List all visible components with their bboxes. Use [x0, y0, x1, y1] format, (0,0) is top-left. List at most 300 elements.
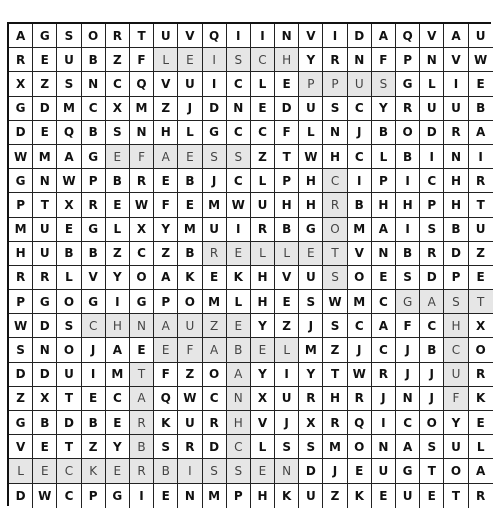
- grid-cell[interactable]: R: [9, 48, 33, 72]
- grid-cell[interactable]: T: [33, 193, 57, 217]
- grid-cell[interactable]: R: [130, 459, 154, 483]
- grid-cell[interactable]: E: [178, 145, 202, 169]
- grid-cell[interactable]: I: [348, 169, 372, 193]
- grid-cell[interactable]: S: [203, 145, 227, 169]
- grid-cell[interactable]: G: [396, 459, 420, 483]
- grid-cell[interactable]: L: [420, 72, 444, 96]
- grid-cell[interactable]: R: [323, 411, 347, 435]
- grid-cell[interactable]: G: [82, 218, 106, 242]
- grid-cell[interactable]: Y: [444, 411, 468, 435]
- grid-cell[interactable]: H: [323, 145, 347, 169]
- grid-cell[interactable]: E: [251, 97, 275, 121]
- grid-cell[interactable]: M: [203, 193, 227, 217]
- grid-cell[interactable]: A: [106, 338, 130, 362]
- grid-cell[interactable]: A: [9, 24, 33, 48]
- grid-cell[interactable]: B: [469, 97, 493, 121]
- grid-cell[interactable]: X: [33, 387, 57, 411]
- grid-cell[interactable]: D: [33, 363, 57, 387]
- grid-cell[interactable]: C: [227, 435, 251, 459]
- grid-cell[interactable]: Z: [33, 72, 57, 96]
- grid-cell[interactable]: E: [57, 218, 81, 242]
- grid-cell[interactable]: L: [106, 218, 130, 242]
- grid-cell[interactable]: C: [130, 242, 154, 266]
- grid-cell[interactable]: D: [420, 121, 444, 145]
- grid-cell[interactable]: D: [9, 363, 33, 387]
- grid-cell[interactable]: P: [82, 169, 106, 193]
- grid-cell[interactable]: E: [130, 338, 154, 362]
- grid-cell[interactable]: I: [469, 145, 493, 169]
- grid-cell[interactable]: I: [227, 218, 251, 242]
- grid-cell[interactable]: R: [323, 48, 347, 72]
- grid-cell[interactable]: V: [9, 435, 33, 459]
- grid-cell[interactable]: A: [372, 218, 396, 242]
- grid-cell[interactable]: T: [130, 363, 154, 387]
- grid-cell[interactable]: C: [227, 169, 251, 193]
- grid-cell[interactable]: N: [372, 242, 396, 266]
- grid-cell[interactable]: U: [372, 459, 396, 483]
- grid-cell[interactable]: U: [154, 24, 178, 48]
- grid-cell[interactable]: A: [420, 290, 444, 314]
- grid-cell[interactable]: P: [275, 169, 299, 193]
- grid-cell[interactable]: O: [348, 435, 372, 459]
- grid-cell[interactable]: H: [323, 387, 347, 411]
- grid-cell[interactable]: N: [323, 121, 347, 145]
- grid-cell[interactable]: D: [420, 266, 444, 290]
- grid-cell[interactable]: S: [299, 290, 323, 314]
- grid-cell[interactable]: E: [178, 193, 202, 217]
- grid-cell[interactable]: C: [251, 48, 275, 72]
- grid-cell[interactable]: O: [348, 266, 372, 290]
- grid-cell[interactable]: S: [323, 97, 347, 121]
- grid-cell[interactable]: C: [106, 72, 130, 96]
- grid-cell[interactable]: E: [372, 266, 396, 290]
- grid-cell[interactable]: I: [203, 48, 227, 72]
- grid-cell[interactable]: W: [469, 48, 493, 72]
- grid-cell[interactable]: O: [396, 121, 420, 145]
- grid-cell[interactable]: S: [106, 121, 130, 145]
- grid-cell[interactable]: D: [33, 314, 57, 338]
- grid-cell[interactable]: P: [9, 193, 33, 217]
- grid-cell[interactable]: D: [348, 24, 372, 48]
- grid-cell[interactable]: J: [275, 411, 299, 435]
- grid-cell[interactable]: G: [33, 290, 57, 314]
- grid-cell[interactable]: F: [178, 338, 202, 362]
- grid-cell[interactable]: G: [82, 290, 106, 314]
- grid-cell[interactable]: X: [251, 387, 275, 411]
- grid-cell[interactable]: A: [444, 24, 468, 48]
- grid-cell[interactable]: P: [396, 48, 420, 72]
- grid-cell[interactable]: E: [469, 411, 493, 435]
- grid-cell[interactable]: Z: [9, 387, 33, 411]
- grid-cell[interactable]: Z: [178, 363, 202, 387]
- grid-cell[interactable]: E: [275, 72, 299, 96]
- grid-cell[interactable]: A: [372, 314, 396, 338]
- grid-cell[interactable]: K: [348, 484, 372, 508]
- grid-cell[interactable]: B: [227, 338, 251, 362]
- grid-cell[interactable]: W: [299, 145, 323, 169]
- grid-cell[interactable]: W: [57, 169, 81, 193]
- grid-cell[interactable]: B: [82, 121, 106, 145]
- grid-cell[interactable]: J: [178, 97, 202, 121]
- grid-cell[interactable]: B: [348, 193, 372, 217]
- grid-cell[interactable]: H: [444, 169, 468, 193]
- grid-cell[interactable]: M: [33, 145, 57, 169]
- grid-cell[interactable]: I: [396, 218, 420, 242]
- grid-cell[interactable]: E: [33, 459, 57, 483]
- grid-cell[interactable]: Q: [396, 24, 420, 48]
- grid-cell[interactable]: H: [154, 121, 178, 145]
- grid-cell[interactable]: T: [469, 193, 493, 217]
- grid-cell[interactable]: E: [227, 242, 251, 266]
- grid-cell[interactable]: F: [444, 387, 468, 411]
- grid-cell[interactable]: V: [299, 24, 323, 48]
- grid-cell[interactable]: E: [106, 193, 130, 217]
- grid-cell[interactable]: F: [130, 145, 154, 169]
- grid-cell[interactable]: G: [299, 218, 323, 242]
- grid-cell[interactable]: C: [323, 169, 347, 193]
- grid-cell[interactable]: U: [178, 72, 202, 96]
- grid-cell[interactable]: E: [420, 484, 444, 508]
- grid-cell[interactable]: Q: [57, 121, 81, 145]
- grid-cell[interactable]: O: [323, 218, 347, 242]
- grid-cell[interactable]: E: [33, 48, 57, 72]
- grid-cell[interactable]: A: [57, 145, 81, 169]
- grid-cell[interactable]: X: [106, 97, 130, 121]
- grid-cell[interactable]: O: [420, 411, 444, 435]
- grid-cell[interactable]: W: [130, 193, 154, 217]
- grid-cell[interactable]: I: [372, 411, 396, 435]
- grid-cell[interactable]: C: [348, 314, 372, 338]
- grid-cell[interactable]: S: [57, 314, 81, 338]
- grid-cell[interactable]: H: [227, 411, 251, 435]
- grid-cell[interactable]: Z: [323, 338, 347, 362]
- grid-cell[interactable]: C: [396, 411, 420, 435]
- grid-cell[interactable]: N: [420, 48, 444, 72]
- grid-cell[interactable]: B: [275, 218, 299, 242]
- grid-cell[interactable]: I: [323, 24, 347, 48]
- grid-cell[interactable]: Q: [130, 72, 154, 96]
- grid-cell[interactable]: L: [9, 459, 33, 483]
- grid-cell[interactable]: A: [130, 387, 154, 411]
- grid-cell[interactable]: O: [444, 459, 468, 483]
- grid-cell[interactable]: W: [33, 484, 57, 508]
- grid-cell[interactable]: D: [275, 97, 299, 121]
- grid-cell[interactable]: Z: [323, 484, 347, 508]
- grid-cell[interactable]: X: [299, 411, 323, 435]
- grid-cell[interactable]: R: [372, 363, 396, 387]
- grid-cell[interactable]: Y: [106, 266, 130, 290]
- grid-cell[interactable]: P: [372, 169, 396, 193]
- grid-cell[interactable]: J: [348, 121, 372, 145]
- grid-cell[interactable]: E: [203, 266, 227, 290]
- grid-cell[interactable]: R: [203, 242, 227, 266]
- grid-cell[interactable]: R: [469, 363, 493, 387]
- grid-cell[interactable]: J: [82, 338, 106, 362]
- grid-cell[interactable]: N: [130, 314, 154, 338]
- grid-cell[interactable]: M: [130, 97, 154, 121]
- grid-cell[interactable]: J: [299, 314, 323, 338]
- grid-cell[interactable]: K: [178, 266, 202, 290]
- grid-cell[interactable]: S: [372, 72, 396, 96]
- grid-cell[interactable]: D: [203, 97, 227, 121]
- grid-cell[interactable]: M: [9, 218, 33, 242]
- grid-cell[interactable]: M: [106, 363, 130, 387]
- grid-cell[interactable]: Y: [299, 363, 323, 387]
- grid-cell[interactable]: J: [396, 363, 420, 387]
- grid-cell[interactable]: J: [348, 338, 372, 362]
- grid-cell[interactable]: E: [154, 338, 178, 362]
- grid-cell[interactable]: E: [348, 459, 372, 483]
- grid-cell[interactable]: X: [469, 314, 493, 338]
- grid-cell[interactable]: P: [82, 484, 106, 508]
- grid-cell[interactable]: U: [57, 48, 81, 72]
- grid-cell[interactable]: S: [323, 266, 347, 290]
- grid-cell[interactable]: M: [348, 218, 372, 242]
- grid-cell[interactable]: J: [420, 363, 444, 387]
- grid-cell[interactable]: S: [396, 266, 420, 290]
- grid-cell[interactable]: M: [348, 290, 372, 314]
- grid-cell[interactable]: N: [444, 145, 468, 169]
- grid-cell[interactable]: R: [323, 193, 347, 217]
- grid-cell[interactable]: P: [444, 266, 468, 290]
- grid-cell[interactable]: Y: [251, 363, 275, 387]
- grid-cell[interactable]: A: [469, 459, 493, 483]
- grid-cell[interactable]: G: [130, 290, 154, 314]
- grid-cell[interactable]: S: [227, 48, 251, 72]
- grid-cell[interactable]: N: [178, 484, 202, 508]
- grid-cell[interactable]: H: [251, 290, 275, 314]
- grid-cell[interactable]: B: [82, 242, 106, 266]
- grid-cell[interactable]: H: [396, 193, 420, 217]
- grid-cell[interactable]: S: [227, 145, 251, 169]
- grid-cell[interactable]: S: [203, 459, 227, 483]
- grid-cell[interactable]: P: [154, 290, 178, 314]
- grid-cell[interactable]: C: [444, 338, 468, 362]
- grid-cell[interactable]: D: [9, 484, 33, 508]
- grid-cell[interactable]: B: [372, 121, 396, 145]
- grid-cell[interactable]: D: [444, 242, 468, 266]
- grid-cell[interactable]: P: [420, 193, 444, 217]
- grid-cell[interactable]: I: [178, 459, 202, 483]
- grid-cell[interactable]: U: [469, 24, 493, 48]
- grid-cell[interactable]: C: [227, 72, 251, 96]
- grid-cell[interactable]: V: [178, 24, 202, 48]
- grid-cell[interactable]: Q: [203, 24, 227, 48]
- grid-cell[interactable]: U: [444, 97, 468, 121]
- grid-cell[interactable]: L: [57, 266, 81, 290]
- grid-cell[interactable]: I: [82, 363, 106, 387]
- grid-cell[interactable]: C: [420, 169, 444, 193]
- grid-cell[interactable]: Z: [106, 48, 130, 72]
- grid-cell[interactable]: K: [154, 411, 178, 435]
- grid-cell[interactable]: A: [154, 314, 178, 338]
- grid-cell[interactable]: Z: [154, 97, 178, 121]
- grid-cell[interactable]: L: [299, 121, 323, 145]
- grid-cell[interactable]: P: [323, 72, 347, 96]
- grid-cell[interactable]: Z: [251, 145, 275, 169]
- grid-cell[interactable]: C: [57, 459, 81, 483]
- grid-cell[interactable]: Y: [154, 218, 178, 242]
- grid-cell[interactable]: E: [469, 266, 493, 290]
- grid-cell[interactable]: A: [227, 363, 251, 387]
- grid-cell[interactable]: C: [106, 387, 130, 411]
- grid-cell[interactable]: Z: [82, 435, 106, 459]
- grid-cell[interactable]: M: [299, 338, 323, 362]
- grid-cell[interactable]: R: [106, 24, 130, 48]
- grid-cell[interactable]: L: [251, 169, 275, 193]
- grid-cell[interactable]: S: [299, 435, 323, 459]
- grid-cell[interactable]: F: [154, 363, 178, 387]
- grid-cell[interactable]: S: [57, 24, 81, 48]
- grid-cell[interactable]: V: [82, 266, 106, 290]
- grid-cell[interactable]: R: [469, 169, 493, 193]
- grid-cell[interactable]: B: [33, 411, 57, 435]
- grid-cell[interactable]: O: [469, 338, 493, 362]
- grid-cell[interactable]: E: [372, 484, 396, 508]
- grid-cell[interactable]: B: [444, 218, 468, 242]
- grid-cell[interactable]: B: [82, 411, 106, 435]
- grid-cell[interactable]: D: [57, 411, 81, 435]
- grid-cell[interactable]: C: [420, 314, 444, 338]
- grid-cell[interactable]: B: [130, 435, 154, 459]
- grid-cell[interactable]: E: [106, 145, 130, 169]
- grid-cell[interactable]: B: [106, 169, 130, 193]
- grid-cell[interactable]: N: [33, 338, 57, 362]
- grid-cell[interactable]: P: [299, 72, 323, 96]
- grid-cell[interactable]: P: [227, 484, 251, 508]
- grid-cell[interactable]: O: [57, 338, 81, 362]
- grid-cell[interactable]: I: [130, 484, 154, 508]
- grid-cell[interactable]: I: [420, 145, 444, 169]
- grid-cell[interactable]: X: [57, 193, 81, 217]
- grid-cell[interactable]: B: [57, 242, 81, 266]
- grid-cell[interactable]: G: [396, 290, 420, 314]
- grid-cell[interactable]: S: [9, 338, 33, 362]
- grid-cell[interactable]: T: [323, 363, 347, 387]
- grid-cell[interactable]: C: [372, 290, 396, 314]
- grid-cell[interactable]: J: [372, 387, 396, 411]
- grid-cell[interactable]: I: [251, 24, 275, 48]
- grid-cell[interactable]: J: [396, 338, 420, 362]
- grid-cell[interactable]: E: [106, 411, 130, 435]
- grid-cell[interactable]: E: [178, 48, 202, 72]
- grid-cell[interactable]: R: [203, 411, 227, 435]
- grid-cell[interactable]: L: [251, 72, 275, 96]
- grid-cell[interactable]: D: [33, 97, 57, 121]
- grid-cell[interactable]: L: [227, 290, 251, 314]
- grid-cell[interactable]: U: [178, 411, 202, 435]
- grid-cell[interactable]: R: [444, 121, 468, 145]
- grid-cell[interactable]: J: [420, 387, 444, 411]
- grid-cell[interactable]: A: [203, 338, 227, 362]
- grid-cell[interactable]: E: [251, 338, 275, 362]
- grid-cell[interactable]: L: [469, 435, 493, 459]
- grid-cell[interactable]: E: [275, 290, 299, 314]
- grid-cell[interactable]: O: [203, 363, 227, 387]
- grid-cell[interactable]: N: [348, 48, 372, 72]
- grid-cell[interactable]: F: [396, 314, 420, 338]
- grid-cell[interactable]: W: [178, 387, 202, 411]
- grid-cell[interactable]: M: [203, 290, 227, 314]
- grid-cell[interactable]: Q: [154, 387, 178, 411]
- grid-cell[interactable]: N: [33, 169, 57, 193]
- grid-cell[interactable]: D: [299, 459, 323, 483]
- grid-cell[interactable]: R: [396, 97, 420, 121]
- grid-cell[interactable]: H: [299, 169, 323, 193]
- grid-cell[interactable]: H: [251, 266, 275, 290]
- grid-cell[interactable]: W: [323, 290, 347, 314]
- grid-cell[interactable]: U: [251, 193, 275, 217]
- grid-cell[interactable]: K: [469, 387, 493, 411]
- grid-cell[interactable]: D: [203, 435, 227, 459]
- grid-cell[interactable]: E: [227, 314, 251, 338]
- grid-cell[interactable]: F: [372, 48, 396, 72]
- grid-cell[interactable]: L: [178, 121, 202, 145]
- grid-cell[interactable]: P: [9, 290, 33, 314]
- grid-cell[interactable]: F: [130, 48, 154, 72]
- grid-cell[interactable]: Q: [348, 411, 372, 435]
- grid-cell[interactable]: B: [154, 459, 178, 483]
- grid-cell[interactable]: E: [106, 459, 130, 483]
- grid-cell[interactable]: J: [203, 169, 227, 193]
- grid-cell[interactable]: B: [396, 242, 420, 266]
- grid-cell[interactable]: H: [444, 314, 468, 338]
- grid-cell[interactable]: K: [275, 484, 299, 508]
- grid-cell[interactable]: O: [57, 290, 81, 314]
- grid-cell[interactable]: H: [299, 193, 323, 217]
- grid-cell[interactable]: U: [178, 314, 202, 338]
- grid-cell[interactable]: U: [275, 387, 299, 411]
- grid-cell[interactable]: C: [203, 387, 227, 411]
- grid-cell[interactable]: V: [275, 266, 299, 290]
- grid-cell[interactable]: O: [82, 24, 106, 48]
- grid-cell[interactable]: R: [33, 266, 57, 290]
- grid-cell[interactable]: L: [251, 435, 275, 459]
- grid-cell[interactable]: W: [227, 193, 251, 217]
- grid-cell[interactable]: U: [299, 97, 323, 121]
- grid-cell[interactable]: K: [82, 459, 106, 483]
- grid-cell[interactable]: A: [372, 24, 396, 48]
- grid-cell[interactable]: M: [203, 484, 227, 508]
- grid-cell[interactable]: F: [154, 193, 178, 217]
- grid-cell[interactable]: V: [348, 242, 372, 266]
- grid-cell[interactable]: T: [275, 145, 299, 169]
- grid-cell[interactable]: U: [33, 218, 57, 242]
- grid-cell[interactable]: H: [251, 484, 275, 508]
- grid-cell[interactable]: R: [9, 266, 33, 290]
- grid-cell[interactable]: M: [323, 435, 347, 459]
- grid-cell[interactable]: Y: [106, 435, 130, 459]
- grid-cell[interactable]: F: [275, 121, 299, 145]
- grid-cell[interactable]: L: [251, 242, 275, 266]
- grid-cell[interactable]: L: [275, 242, 299, 266]
- grid-cell[interactable]: E: [82, 387, 106, 411]
- grid-cell[interactable]: Y: [251, 314, 275, 338]
- grid-cell[interactable]: R: [82, 193, 106, 217]
- grid-cell[interactable]: D: [9, 121, 33, 145]
- grid-cell[interactable]: O: [178, 290, 202, 314]
- grid-cell[interactable]: T: [323, 242, 347, 266]
- grid-cell[interactable]: G: [9, 97, 33, 121]
- grid-cell[interactable]: W: [9, 314, 33, 338]
- grid-cell[interactable]: Y: [372, 97, 396, 121]
- grid-cell[interactable]: Z: [203, 314, 227, 338]
- grid-cell[interactable]: Z: [154, 242, 178, 266]
- grid-cell[interactable]: N: [372, 435, 396, 459]
- grid-cell[interactable]: B: [396, 145, 420, 169]
- grid-cell[interactable]: B: [420, 338, 444, 362]
- grid-cell[interactable]: R: [178, 435, 202, 459]
